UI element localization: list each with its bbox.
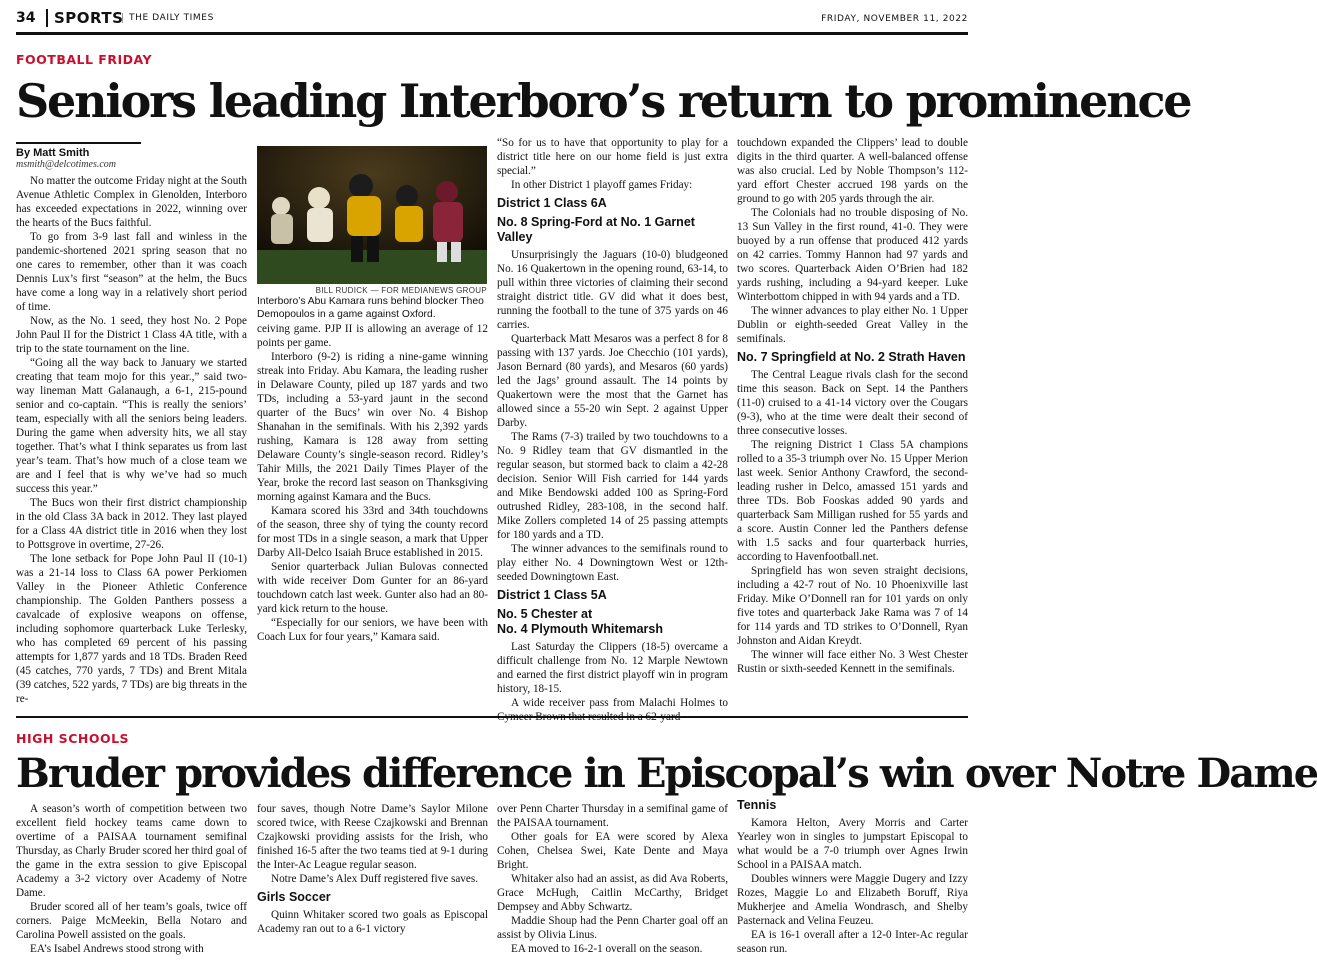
paragraph: The winner advances to play either No. 1 Upper Dublin or eighth-seeded Great Valley in the semifinals.	[737, 305, 968, 345]
story1-column-4	[737, 136, 968, 676]
subhead-class-6a: District 1 Class 6A	[497, 196, 607, 210]
story2-column-1	[16, 802, 247, 956]
photo-caption: Interboro’s Abu Kamara runs behind blocker Theo Demopoulos in a game against Oxford.	[257, 296, 484, 320]
football-photo	[257, 146, 487, 284]
paragraph: In other District 1 playoff games Friday:	[511, 179, 693, 191]
paragraph: Doubles winners were Maggie Dugery and Izzy Rozes, Maggie Lo and Elizabeth Boruff, Riya Mukherjee and Amelia Wondrasch, and Shelby Pasternack and Velina Feuzeu.	[737, 873, 968, 927]
paragraph: “So for us to have that opportunity to play for a district title here on our home field is just extra special.”	[497, 137, 728, 177]
paragraph: EA is 16-1 overall after a 12-0 Inter-Ac regular season run.	[737, 929, 968, 955]
paragraph: The Central League rivals clash for the second time this season. Back on Sept. 14 the Panthers (11-0) cruised to a 41-14 victory over the Cougars (9-3), who at the time were dealt their second of three consecutive losses.	[737, 369, 968, 437]
paragraph: Quarterback Matt Mesaros was a perfect 8 for 8 passing with 137 yards. Joe Checchio (101 yards), Jason Bernard (80 yards), and Mesaros (60 yards) led the Jags’ ground assault. The 14 points by Quakertown were the most that the Garnet has allowed since a 55-20 win Sept. 2 against Upper Darby.	[497, 333, 728, 429]
section-name: SPORTS	[46, 9, 123, 27]
story2-column-2	[257, 802, 488, 936]
paragraph: The Rams (7-3) trailed by two touchdowns to a No. 9 Ridley team that GV dismantled in the regular season, but stormed back to claim a 42-28 decision. Senior Will Fish carried for 144 yards and Mike Bendowski added 100 as Spring-Ford outrushed Ridley, 283-108, in the second half. Mike Zollers completed 14 of 25 passing attempts for 180 yards and a TD.	[497, 431, 728, 541]
story1-column-3	[497, 136, 728, 724]
paragraph: A season’s worth of competition between two excellent field hockey teams came down to overtime of a PAISAA tournament semifinal Thursday, as Charly Bruder scored her third goal of the game in the extra session to give Episcopal Academy a 3-2 victory over Academy of Notre Dame.	[16, 803, 247, 899]
byline-email: msmith@delcotimes.com	[16, 159, 117, 170]
paragraph: Quinn Whitaker scored two goals as Episcopal Academy ran out to a 6-1 victory	[257, 909, 488, 935]
subhead-class-5a: District 1 Class 5A	[497, 588, 607, 602]
story2-column-4	[737, 798, 968, 956]
subhead-plymouth: No. 4 Plymouth Whitemarsh	[497, 622, 663, 636]
page-folio	[16, 10, 968, 35]
subhead-girls-soccer: Girls Soccer	[257, 890, 331, 904]
paragraph: “Going all the way back to January we started creating that team mojo for this year.,” said two-way lineman Matt Galanaugh, a 6-1, 215-pound senior and co-captain. “This is really the seniors’ team, especially with all the seniors being leaders. During the game when adversity hits, we all stay together. That’s what I think separates us from last year’s team. That’s how much of a close team we are and I feel that is why we’ve had so much success this year.”	[16, 357, 247, 495]
story1-column-1	[16, 142, 247, 706]
paragraph: The Bucs won their first district championship in the old Class 3A back in 2012. They last played for a Class 4A district title in 2016 when they lost to Pottsgrove in overtime, 27-26.	[16, 497, 247, 551]
paragraph: The winner will face either No. 3 West Chester Rustin or sixth-seeded Kennett in the semifinals.	[737, 649, 968, 675]
story1-kicker: FOOTBALL FRIDAY	[16, 52, 153, 67]
paragraph: The lone setback for Pope John Paul II (10-1) was a 21-14 loss to Class 6A power Perkiomen Valley in the Pioneer Athletic Conference championship. The Golden Panthers possess a cavalcade of explosive weapons on offense, including sophomore quarterback Luke Terlesky, who has completed 69 percent of his passing attempts for 1,877 yards and 18 TDs. Braden Reed (45 catches, 770 yards, 7 TDs) and Brent Mitala (39 catches, 522 yards, 7 TDs) are big threats in the re-	[16, 553, 247, 705]
paragraph: No matter the outcome Friday night at the South Avenue Athletic Complex in Glenolden, Interboro has exceeded expectations in 2022, winning over the hearts of the Bucs faithful.	[16, 175, 247, 229]
paragraph: Maddie Shoup had the Penn Charter goal off an assist by Olivia Linus.	[497, 915, 728, 941]
paragraph: touchdown expanded the Clippers’ lead to double digits in the third quarter. A well-balanced offense was also crucial. Led by Noble Thompson’s 112-yard effort Chester accrued 198 yards on the ground to go with 205 yards through the air.	[737, 137, 968, 205]
paragraph: Interboro (9-2) is riding a nine-game winning streak into Friday. Abu Kamara, the leading rusher in Delaware County, piled up 187 yards and two TDs, including a 53-yard jaunt in the second quarter of the Bucs’ win over No. 4 Bishop Shanahan in the semifinals. With his 2,392 yards rushing, Kamara is 128 away from setting Delaware County’s single-season record. Ridley’s Tahir Mills, the 2021 Daily Times Player of the Year, broke the record last season on Thanksgiving morning against Kamara and the Bucs.	[257, 351, 488, 503]
paragraph: Bruder scored all of her team’s goals, twice off corners. Paige McMeekin, Bella Notaro and Carolina Powell assisted on the goals.	[16, 901, 247, 941]
paragraph: A wide receiver pass from Malachi Holmes to Cymeer Brown that resulted in a 62-yard	[497, 697, 728, 723]
paragraph: To go from 3-9 last fall and winless in the pandemic-shortened 2021 spring season that no one cares to remember, other than it was coach Dennis Lux’s first “season” at the helm, the Bucs have come a long way in a relatively short period of time.	[16, 231, 247, 313]
paragraph: Kamora Helton, Avery Morris and Carter Yearley won in singles to jumpstart Episcopal to what would be a 7-0 triumph over Agnes Irwin School in a PAISAA match.	[737, 817, 968, 871]
paragraph: Senior quarterback Julian Bulovas connected with wide receiver Dom Gunter for an 86-yard touchdown catch last week. Gunter also had an 80-yard kick return to the house.	[257, 561, 488, 615]
paragraph: “Especially for our seniors, we have been with Coach Lux for four years,” Kamara said.	[257, 617, 488, 643]
issue-date: FRIDAY, NOVEMBER 11, 2022	[821, 14, 968, 24]
section-divider	[16, 716, 968, 718]
story2-column-3	[497, 802, 728, 956]
paragraph: The winner advances to the semifinals round to play either No. 4 Downingtown West or 12th-seeded Downingtown East.	[497, 543, 728, 583]
story1-column-2	[257, 322, 488, 644]
paragraph: EA’s Isabel Andrews stood strong with	[30, 943, 204, 955]
paragraph: Springfield has won seven straight decisions, including a 42-7 rout of No. 10 Phoenixville last Friday. Mike O’Donnell ran for 101 yards on only five totes and quarterback Jake Rama was 7 of 14 for 114 yards and TD strikes to O’Donnell, Ryan Johnston and Aidan Kreydt.	[737, 565, 968, 647]
subhead-spring-ford: No. 8 Spring-Ford at No. 1 Garnet Valley	[497, 215, 695, 244]
subhead-springfield: No. 7 Springfield at No. 2 Strath Haven	[737, 350, 966, 364]
story2-headline: Bruder provides difference in Episcopal’s win over Notre Dame	[16, 750, 1317, 797]
paragraph: Unsurprisingly the Jaguars (10-0) bludgeoned No. 16 Quakertown in the opening round, 63-14, to pull within three victories of claiming their second straight district title. GV did what it does best, running the football to the tune of 375 yards on 46 carries.	[497, 249, 728, 331]
paragraph: The Colonials had no trouble disposing of No. 13 Sun Valley in the first round, 41-0. They were buoyed by a run offense that produced 412 yards on 42 carries. Tommy Hannon had 97 yards and two scores. Quarterback Aiden O’Brien had 182 yards rushing, including a 94-yard keeper. Luke Winterbottom chipped in with 94 yards and a TD.	[737, 207, 968, 303]
player-helmet	[308, 187, 330, 209]
player-helmet	[396, 185, 418, 207]
paragraph: over Penn Charter Thursday in a semifinal game of the PAISAA tournament.	[497, 803, 728, 829]
paragraph: ceiving game. PJP II is allowing an average of 12 points per game.	[257, 323, 488, 349]
byline: By Matt Smith	[16, 142, 141, 159]
photo-credit: BILL RUDICK — FOR MEDIANEWS GROUP	[315, 286, 487, 295]
page-number: 34	[16, 10, 36, 26]
paper-name: THE DAILY TIMES	[122, 13, 214, 23]
paragraph: Notre Dame’s Alex Duff registered five saves.	[271, 873, 479, 885]
subhead-tennis: Tennis	[737, 798, 777, 812]
story2-kicker: HIGH SCHOOLS	[16, 731, 130, 746]
paragraph: The reigning District 1 Class 5A champions rolled to a 35-3 triumph over No. 15 Upper Merion last week. Senior Anthony Crawford, the second-leading rusher in Delco, amassed 151 yards and three TDs. Bob Fooskas added 90 yards and quarterback Sam Milligan rushed for 55 yards and a score. Austin Conner led the Panthers defense with 1.5 sacks and four quarterback hurries, according to Havenfootball.net.	[737, 439, 968, 563]
paragraph: four saves, though Notre Dame’s Saylor Milone scored twice, with Reese Czajkowski and Brennan Czajkowski providing assists for the Irish, who finished 16-5 after the two teams tied at 9-1 during the Inter-Ac League regular season.	[257, 803, 488, 871]
photo-illustration	[257, 146, 487, 284]
paragraph: Other goals for EA were scored by Alexa Cohen, Chelsea Swei, Kate Dente and Maya Bright.	[497, 831, 728, 871]
subhead-chester: No. 5 Chester at	[497, 607, 593, 621]
paragraph: Whitaker also had an assist, as did Ava Roberts, Grace McHugh, Caitlin McCarthy, Bridget Dempsey and Abby Schwartz.	[497, 873, 728, 913]
player-helmet	[349, 174, 373, 198]
paragraph: Kamara scored his 33rd and 34th touchdowns of the season, three shy of tying the county record for most TDs in a single season, a mark that Upper Darby All-Delco Isaiah Bruce established in 2015.	[257, 505, 488, 559]
story1-headline: Seniors leading Interboro’s return to prominence	[16, 74, 1191, 128]
paragraph: Now, as the No. 1 seed, they host No. 2 Pope John Paul II for the District 1 Class 4A title, with a trip to the state tournament on the line.	[16, 315, 247, 355]
paragraph: EA moved to 16-2-1 overall on the season.	[511, 943, 703, 955]
paragraph: Last Saturday the Clippers (18-5) overcame a difficult challenge from No. 12 Marple Newtown and earned the first district playoff win in program history, 18-15.	[497, 641, 728, 695]
player-helmet	[436, 181, 458, 203]
